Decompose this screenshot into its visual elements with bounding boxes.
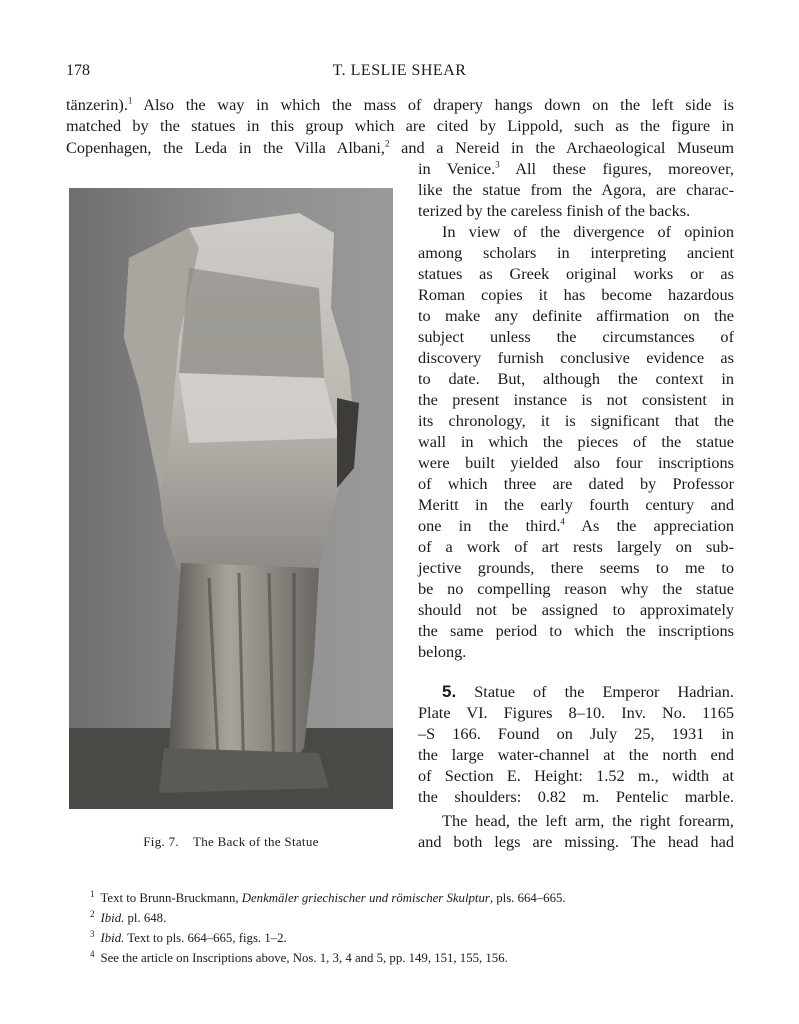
footnote-ref[interactable]: 1 bbox=[127, 95, 133, 106]
body-line: –S 166. Found on July 25, 1931 in bbox=[418, 724, 734, 743]
body-line: and both legs are missing. The head had bbox=[418, 832, 734, 851]
footnote-ref[interactable]: 3 bbox=[495, 159, 500, 170]
body-line: subject unless the circumstances of bbox=[418, 327, 734, 346]
body-line: of a work of art rests largely on sub- bbox=[418, 537, 734, 556]
body-line: its chronology, it is significant that the bbox=[418, 411, 734, 430]
body-line: wall in which the pieces of the statue bbox=[418, 432, 734, 451]
body-line: jective grounds, there seems to me to bbox=[418, 558, 734, 577]
body-text-column bbox=[418, 158, 734, 662]
footnote-4: $^4$ See the article on Inscriptions above, Nos. 1, 3, 4 and 5, pp. 149, 151, 155, 156. bbox=[90, 948, 508, 965]
body-line: of Section E. Height: 1.52 m., width at bbox=[418, 766, 734, 785]
section-number: 5. bbox=[442, 682, 457, 701]
body-line: like the statue from the Agora, are charac- bbox=[418, 180, 734, 199]
body-line: Meritt in the early fourth century and bbox=[418, 495, 734, 514]
body-line: tänzerin).$^1$ Also the way in which the mass of drapery hangs down on the left side is bbox=[66, 95, 734, 114]
body-line: In view of the divergence of opinion bbox=[442, 222, 734, 241]
body-line: one in the third.$^4$ As the appreciation bbox=[418, 516, 734, 535]
page-number: 178 bbox=[66, 62, 90, 79]
body-line: were built yielded also four inscriptions bbox=[418, 453, 734, 472]
footnote-ref[interactable]: 4 bbox=[560, 516, 565, 527]
body-line: among scholars in interpreting ancient bbox=[418, 243, 734, 262]
statue-back-photo bbox=[69, 188, 393, 809]
body-line: the large water-channel at the north end bbox=[418, 745, 734, 764]
body-line: to make any definite affirmation on the bbox=[418, 306, 734, 325]
body-line: terized by the careless finish of the backs. bbox=[418, 201, 691, 220]
body-line: to date. But, although the context in bbox=[418, 369, 734, 388]
body-line: discovery furnish conclusive evidence as bbox=[418, 348, 734, 367]
body-line: The head, the left arm, the right forearm, bbox=[442, 811, 734, 830]
body-line: of which three are dated by Professor bbox=[418, 474, 734, 493]
footnote-2: $^2$ Ibid. pl. 648. bbox=[90, 908, 167, 925]
figure-caption bbox=[69, 834, 393, 850]
body-line: belong. bbox=[418, 642, 467, 661]
body-line: Roman copies it has become hazardous bbox=[418, 285, 734, 304]
body-line: the shoulders: 0.82 m. Pentelic marble. bbox=[418, 787, 734, 806]
body-line: in Venice.$^3$ All these figures, moreover, bbox=[418, 159, 734, 178]
body-line: Plate VI. Figures 8–10. Inv. No. 1165 bbox=[418, 703, 734, 722]
body-line: Copenhagen, the Leda in the Villa Albani,$^2$ and a Nereid in the Archaeological Museum bbox=[66, 137, 735, 157]
section-5-entry bbox=[418, 681, 734, 807]
footnote-1: $^1$ Text to Brunn-Bruckmann, Denkmäler griechischer und römischer Skulptur, pls. 664–665. bbox=[90, 888, 566, 905]
body-text-full-width bbox=[66, 94, 734, 158]
running-title: T. LESLIE SHEAR bbox=[332, 62, 467, 79]
figure-caption-text: The Back of the Statue bbox=[192, 834, 319, 849]
running-header bbox=[66, 62, 733, 84]
section-heading-line: 5. Statue of the Emperor Hadrian. bbox=[442, 682, 734, 701]
figure-label: Fig. 7. bbox=[143, 834, 179, 849]
footnote-ref[interactable]: 2 bbox=[384, 138, 390, 149]
body-line: matched by the statues in this group which are cited by Lippold, such as the figure in bbox=[66, 116, 734, 136]
body-line: should not be assigned to approximately bbox=[418, 600, 734, 619]
body-line: the present instance is not consistent in bbox=[418, 390, 734, 409]
body-line: statues as Greek original works or as bbox=[418, 264, 734, 283]
footnote-3: $^3$ Ibid. Text to pls. 664–665, figs. 1–2. bbox=[90, 928, 287, 945]
body-line: be no compelling reason why the statue bbox=[418, 579, 734, 598]
section-5-paragraph-2 bbox=[418, 810, 734, 852]
footnotes bbox=[90, 888, 730, 968]
body-line: the same period to which the inscriptions bbox=[418, 621, 734, 640]
